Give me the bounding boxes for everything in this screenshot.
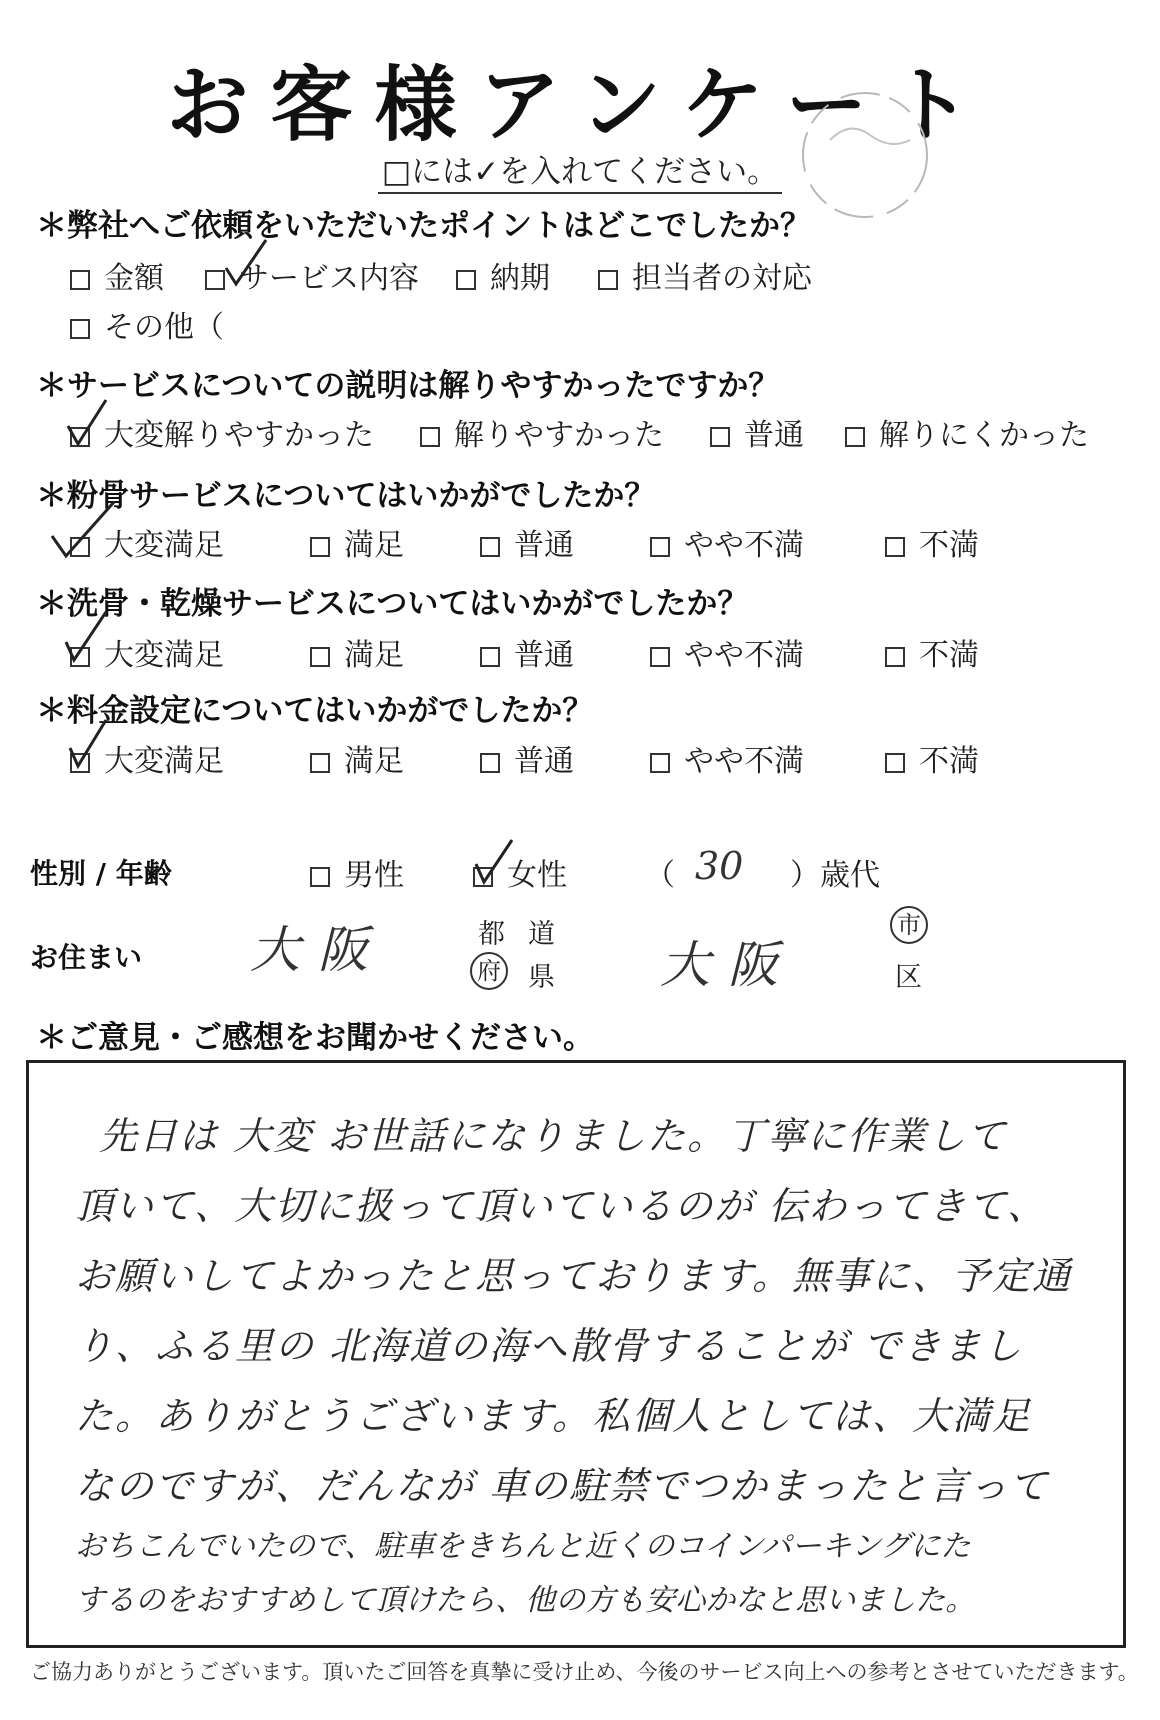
q3-option-satisfied[interactable]: 満足: [310, 520, 404, 564]
checkbox[interactable]: [70, 270, 90, 290]
question-washing-drying: ＊洗骨・乾燥サービスについてはいかがでしたか？: [36, 586, 749, 622]
q3-option-somewhat-unsatisfied[interactable]: やや不満: [650, 520, 804, 564]
residence-label: お住まい: [30, 941, 143, 974]
q3-option-very-satisfied[interactable]: 大変満足: [70, 520, 224, 564]
comment-line: 先日は 大変 お世話になりました。丁寧に作業して: [99, 1114, 1008, 1158]
footer-note: ご協力ありがとうございます。頂いたご回答を真摯に受け止め、今後のサービス向上への参考とさせていただきます。: [30, 1660, 1139, 1684]
question-reason: ＊弊社へご依頼をいただいたポイントはどこでしたか？: [36, 208, 811, 244]
prefecture-value[interactable]: 大阪: [250, 921, 386, 979]
check-mark-icon: [64, 398, 114, 448]
checkbox[interactable]: [420, 427, 440, 447]
gender-age-label: 性別 / 年齢: [30, 857, 172, 890]
check-mark-icon: [66, 718, 112, 772]
suffix-ku: 区: [895, 962, 922, 993]
age-unit: ）歳代: [790, 858, 880, 893]
age-open-paren: （: [645, 858, 675, 893]
comments-heading: ＊ご意見・ご感想をお聞かせください。: [36, 1020, 594, 1056]
q1-option-staff[interactable]: 担当者の対応: [598, 253, 812, 297]
q2-option-clear[interactable]: 解りやすかった: [420, 410, 664, 454]
checkbox[interactable]: [885, 537, 905, 557]
checkbox[interactable]: [310, 537, 330, 557]
q4-option-very-satisfied[interactable]: 大変満足: [70, 630, 224, 674]
q4-options: [70, 630, 1070, 673]
check-mark-icon: [62, 610, 112, 666]
city-value[interactable]: 大阪: [660, 936, 796, 994]
checkbox[interactable]: [310, 867, 330, 887]
checkbox[interactable]: [845, 427, 865, 447]
age-value[interactable]: 30: [695, 844, 744, 888]
checkbox[interactable]: [650, 537, 670, 557]
q1-options-row2: [70, 302, 470, 345]
q4-option-satisfied[interactable]: 満足: [310, 630, 404, 674]
q4-option-somewhat-unsatisfied[interactable]: やや不満: [650, 630, 804, 674]
checkbox[interactable]: [480, 753, 500, 773]
check-mark-icon: [50, 500, 120, 560]
question-explanation: ＊サービスについての説明は解りやすかったですか？: [36, 368, 780, 404]
page-title: お客様アンケート: [166, 58, 994, 153]
checkbox[interactable]: [598, 270, 618, 290]
q1-option-delivery[interactable]: 納期: [456, 253, 550, 297]
q1-option-price[interactable]: 金額: [70, 253, 164, 297]
q5-option-normal[interactable]: 普通: [480, 736, 574, 780]
suffix-to: 都: [478, 919, 505, 950]
q3-option-normal[interactable]: 普通: [480, 520, 574, 564]
checkbox[interactable]: [710, 427, 730, 447]
q5-option-somewhat-unsatisfied[interactable]: やや不満: [650, 736, 804, 780]
checkbox[interactable]: [480, 537, 500, 557]
checkbox[interactable]: [650, 647, 670, 667]
q5-option-very-satisfied[interactable]: 大変満足: [70, 736, 224, 780]
checkbox[interactable]: [70, 319, 90, 339]
comment-line: 頂いて、大切に扱って頂いているのが 伝わってきて、: [75, 1184, 1048, 1228]
comment-line: お願いしてよかったと思っております。無事に、予定通: [75, 1254, 1072, 1298]
q2-option-normal[interactable]: 普通: [710, 410, 804, 454]
suffix-shi-circled: 市: [890, 906, 928, 944]
checkbox[interactable]: [456, 270, 476, 290]
suffix-ken: 県: [528, 962, 555, 993]
question-powdering: ＊粉骨サービスについてはいかがでしたか？: [36, 478, 656, 514]
gender-option-female[interactable]: 女性: [473, 850, 567, 894]
instruction-text: □には✓を入れてください。: [378, 154, 782, 194]
q4-option-unsatisfied[interactable]: 不満: [885, 630, 979, 674]
comment-line: た。ありがとうございます。私個人としては、大満足: [75, 1394, 1032, 1438]
q2-option-unclear[interactable]: 解りにくかった: [845, 410, 1089, 454]
checkbox[interactable]: [885, 647, 905, 667]
q4-option-normal[interactable]: 普通: [480, 630, 574, 674]
comments-box[interactable]: [26, 1060, 1126, 1648]
q5-options: [70, 736, 1070, 779]
q3-option-unsatisfied[interactable]: 不満: [885, 520, 979, 564]
gender-age-row: [310, 844, 1110, 893]
gender-option-male[interactable]: 男性: [310, 850, 404, 894]
comment-line: おちこんでいたので、駐車をきちんと近くのコインパーキングにた: [75, 1529, 971, 1564]
q2-option-very-clear[interactable]: 大変解りやすかった: [70, 410, 374, 454]
checkbox[interactable]: [310, 753, 330, 773]
q1-option-service[interactable]: サービス内容: [205, 253, 419, 297]
q5-option-unsatisfied[interactable]: 不満: [885, 736, 979, 780]
question-pricing: ＊料金設定についてはいかがでしたか？: [36, 693, 594, 729]
stamp-mark: [790, 80, 940, 230]
q5-option-satisfied[interactable]: 満足: [310, 736, 404, 780]
q3-options: [70, 520, 1070, 563]
check-mark-icon: [222, 238, 272, 288]
checkbox[interactable]: [650, 753, 670, 773]
checkbox[interactable]: [310, 647, 330, 667]
checkbox[interactable]: [885, 753, 905, 773]
comment-line: なのですが、だんなが 車の駐禁でつかまったと言って: [75, 1464, 1050, 1508]
check-mark-icon: [472, 838, 516, 886]
suffix-fu-circled: 府: [470, 952, 508, 990]
q1-option-other[interactable]: その他（: [70, 302, 224, 346]
suffix-do: 道: [528, 919, 555, 950]
comment-line: するのをおすすめして頂けたら、他の方も安心かなと思いました。: [75, 1583, 976, 1618]
comment-line: り、ふる里の 北海道の海へ散骨することが できまし: [75, 1324, 1024, 1368]
q2-options: [70, 410, 1150, 453]
checkbox[interactable]: [480, 647, 500, 667]
